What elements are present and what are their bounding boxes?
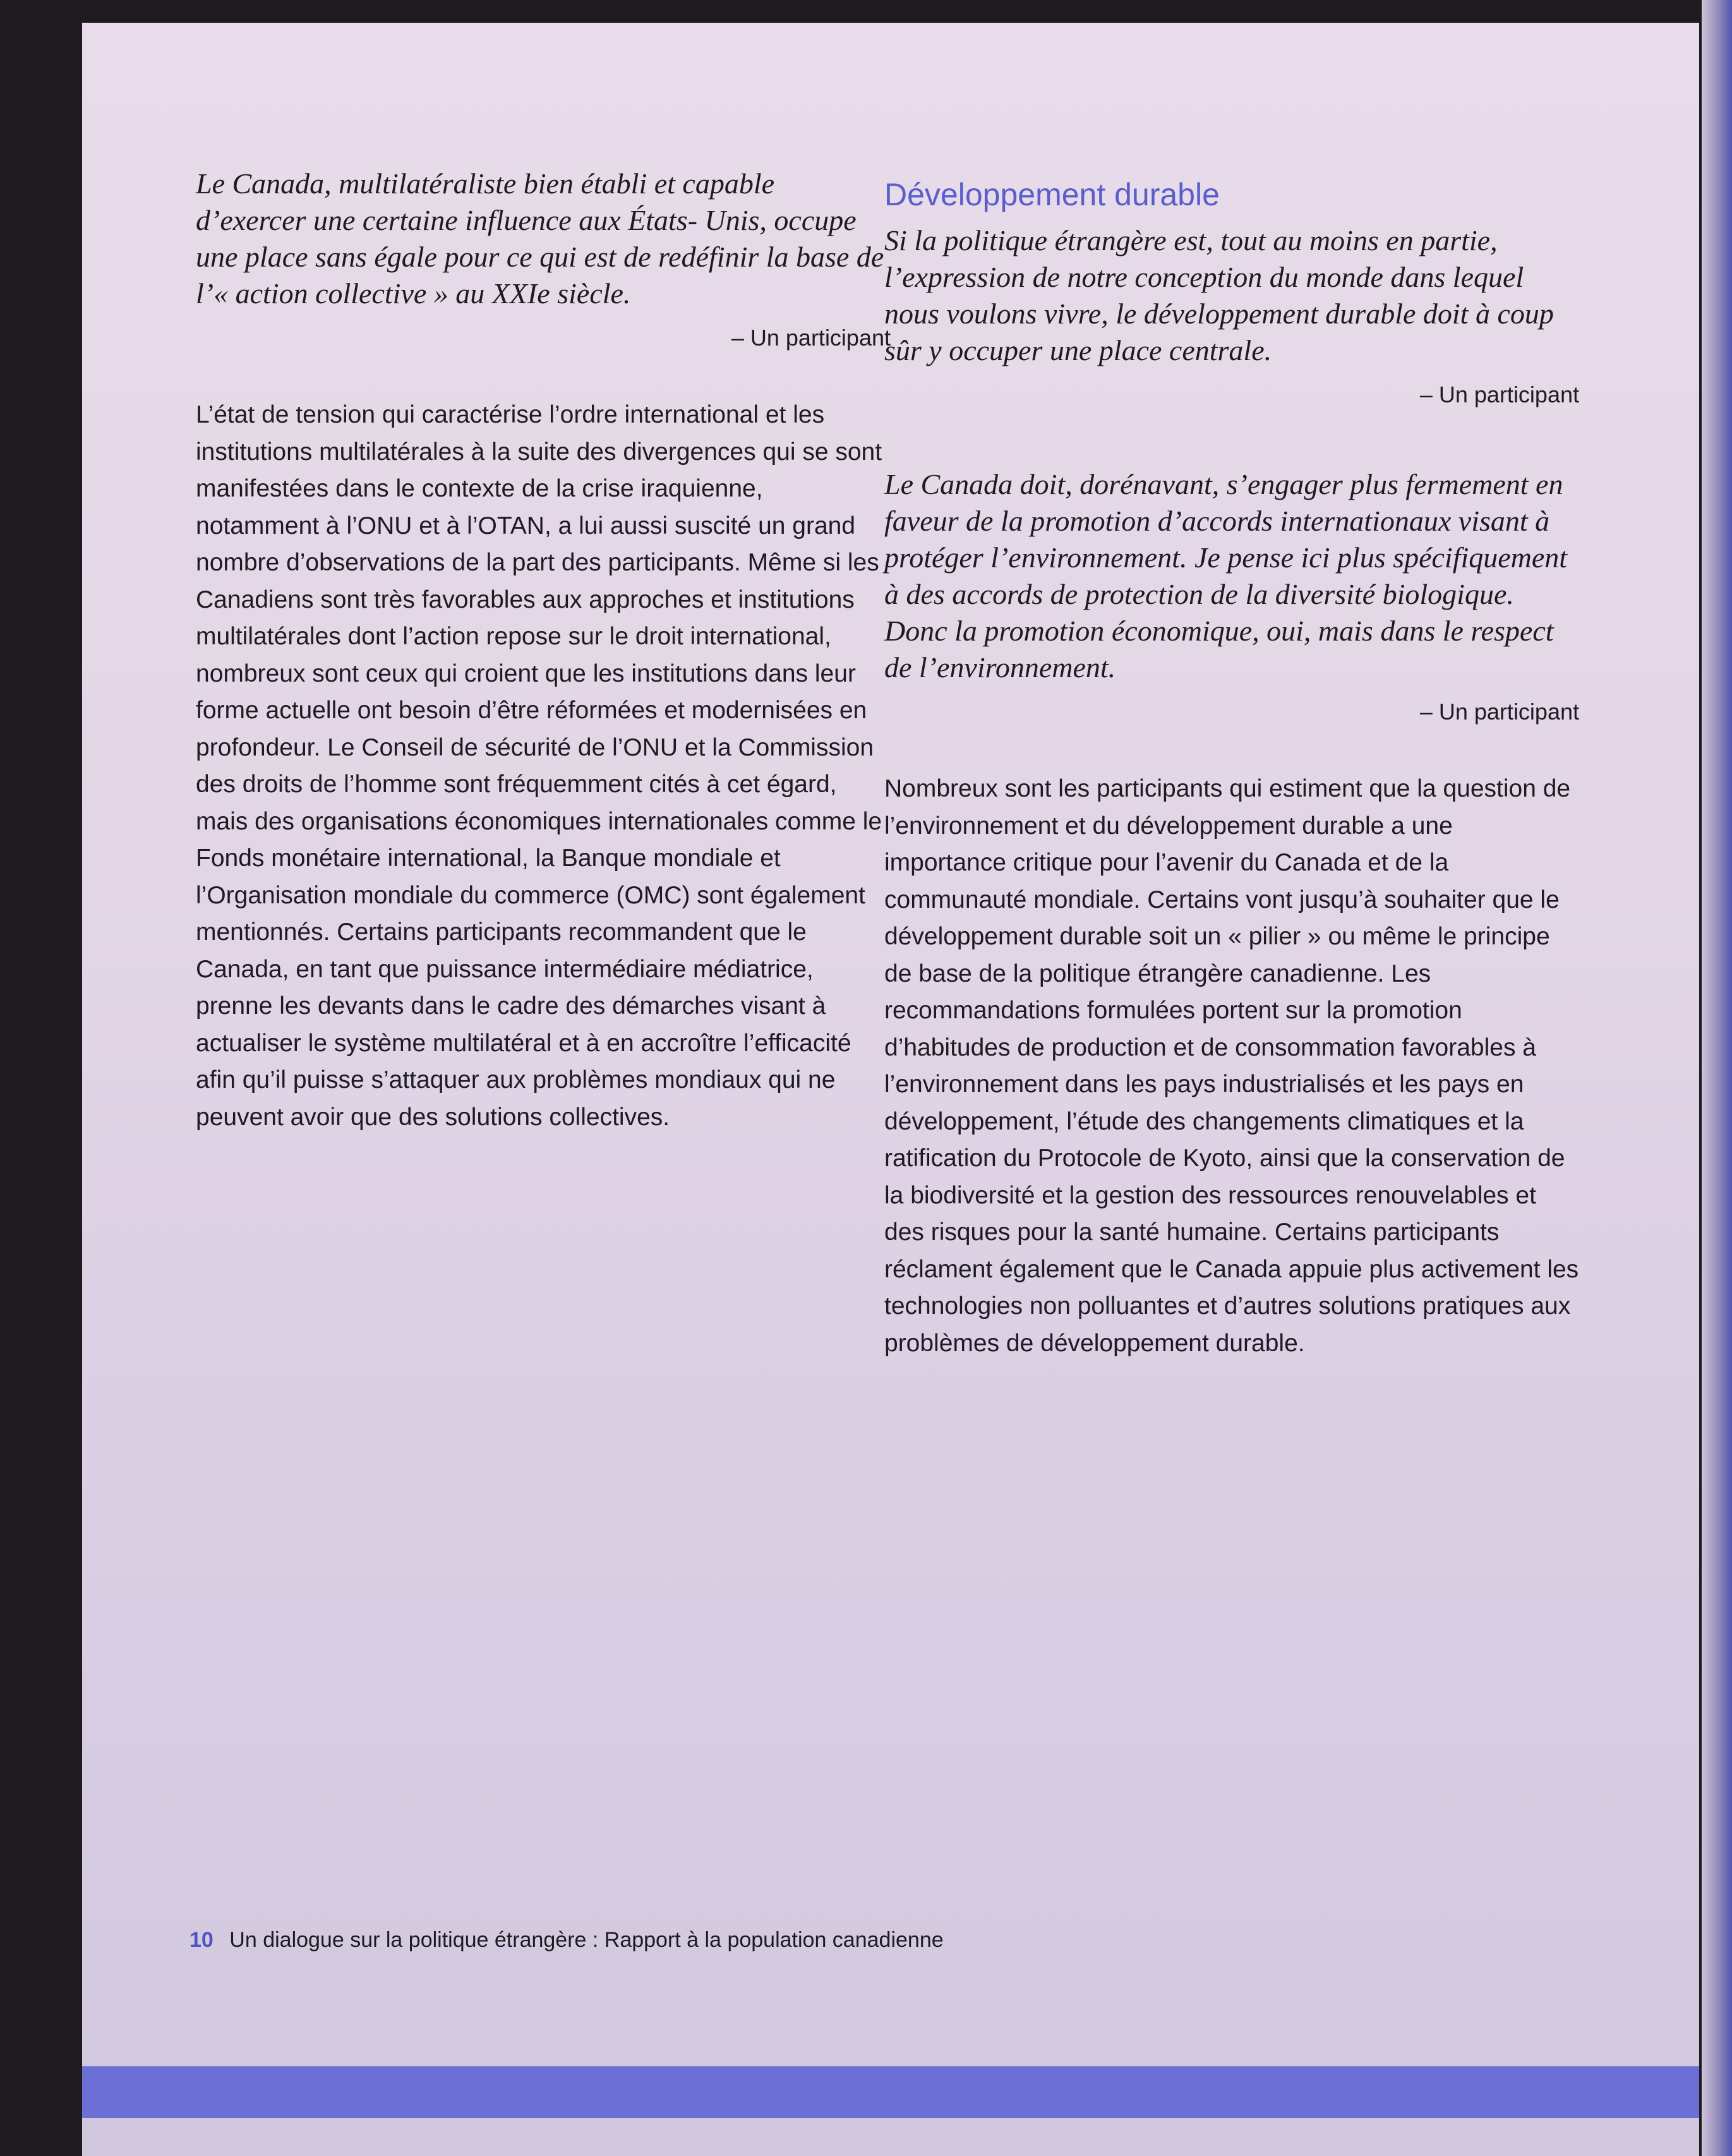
participant-quote: Le Canada doit, dorénavant, s’engager plus fermement en faveur de la promotion d’accords internationaux visant à protéger l’environnement. Je pense ici plus spécifiquement à des accords de protection de la diversité biologique. Donc la promotion économique, oui, mais dans le respect de l’environnement. [884, 468, 1568, 684]
participant-quote: Si la politique étrangère est, tout au moins en partie, l’expression de notre conception du monde dans lequel nous voulons vivre, le développement durable doit à coup sûr y occuper une place centrale. [884, 224, 1554, 366]
participant-quote: Le Canada, multilatéraliste bien établi et capable d’exercer une certaine influence aux États- Unis, occupe une place sans égale pour ce qui est de redéfinir la base de l’« action collective » au XXIe siècle. [196, 167, 884, 310]
quote-attribution: – Un participant [731, 325, 891, 351]
body-paragraph: Nombreux sont les participants qui estiment que la question de l’environnement et du développement durable a une importance critique pour l’avenir du Canada et de la communauté mondiale. Certains vont jusqu’à souhaiter que le développement durable soit un « pilier » ou même le principe de base de la politique étrangère canadienne. Les recommandations formulées portent sur la promotion d’habitudes de production et de consommation favorables à l’environnement dans les pays industrialisés et les pays en développement, l’étude des changements climatiques et la ratification du Protocole de Kyoto, ainsi que la conservation de la biodiversité et la gestion des ressources renouvelables et des risques pour la santé humaine. Certains participants réclament également que le Canada appuie plus activement les technologies non polluantes et d’autres solutions pratiques aux problèmes de développement durable. [884, 775, 1579, 1357]
body-paragraph: L’état de tension qui caractérise l’ordre international et les institutions multilatérales à la suite des divergences qui se sont manifestées dans le contexte de la crise iraquienne, notamment à l’ONU et à l’OTAN, a lui aussi suscité un grand nombre d’observations de la part des participants. Même si les Canadiens sont très favorables aux approches et institutions multilatérales dont l’action repose sur le droit international, nombreux sont ceux qui croient que les institutions dans leur forme actuelle ont besoin d’être réformées et modernisées en profondeur. Le Conseil de sécurité de l’ONU et la Commission des droits de l’homme sont fréquemment cités à cet égard, mais des organisations économiques internationales comme le Fonds monétaire international, la Banque mondiale et l’Organisation mondiale du commerce (OMC) sont également mentionnés. Certains participants recommandent que le Canada, en tant que puissance intermédiaire médiatrice, prenne les devants dans le cadre des démarches visant à actualiser le système multilatéral et à en accroître l’efficacité afin qu’il puisse s’attaquer aux problèmes mondiaux qui ne peuvent avoir que des solutions collectives. [196, 401, 882, 1131]
quote-attribution: – Un participant [1419, 382, 1579, 407]
page-number: 10 [189, 1928, 213, 1952]
footer-title: Un dialogue sur la politique étrangère : Rapport à la population canadienne [229, 1928, 944, 1952]
page-footer [189, 1928, 944, 1953]
section-heading: Développement durable [884, 177, 1220, 212]
bottom-color-band [82, 2066, 1699, 2118]
left-column [196, 166, 891, 1136]
quote-attribution: – Un participant [1419, 699, 1579, 725]
page-edge-strip [1702, 0, 1732, 2156]
right-column [884, 176, 1579, 1362]
